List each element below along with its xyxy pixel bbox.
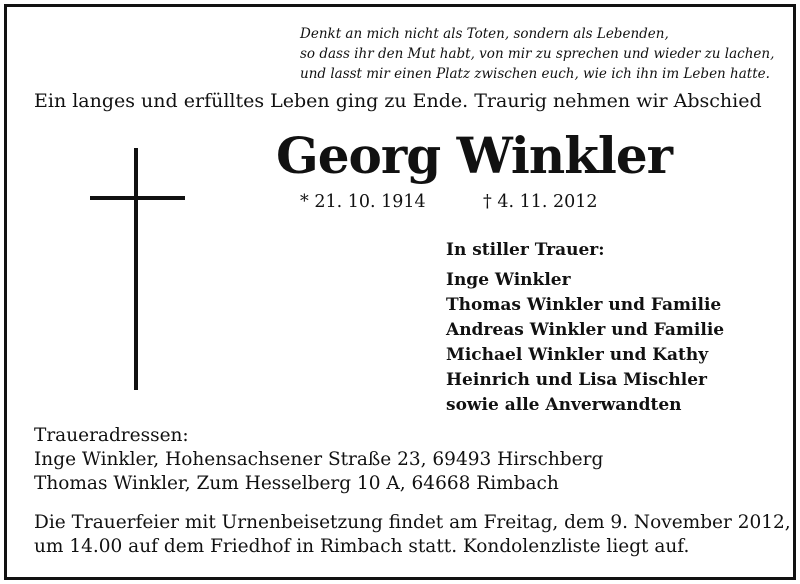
mourners-list	[446, 238, 724, 418]
poem-quote	[300, 24, 780, 84]
death-date: † 4. 11. 2012	[483, 192, 598, 212]
mourner-name: sowie alle Anverwandten	[446, 395, 682, 415]
intro-text: Ein langes und erfülltes Leben ging zu Ende. Traurig nehmen wir Abschied	[34, 90, 762, 112]
poem-line: Denkt an mich nicht als Toten, sondern als Lebenden,	[300, 26, 669, 42]
addresses-block	[34, 424, 603, 496]
cross-horizontal-bar	[90, 196, 185, 200]
deceased-name: Georg Winkler	[276, 126, 672, 185]
mourner-name: Andreas Winkler und Familie	[446, 320, 725, 340]
mourner-name: Heinrich und Lisa Mischler	[446, 370, 707, 390]
poem-line: und lasst mir einen Platz zwischen euch, wie ich ihn im Leben hatte.	[300, 66, 770, 82]
ceremony-line: Die Trauerfeier mit Urnenbeisetzung findet am Freitag, dem 9. November 2012,	[34, 512, 791, 533]
address-line: Thomas Winkler, Zum Hesselberg 10 A, 64668 Rimbach	[34, 473, 559, 494]
birth-date: * 21. 10. 1914	[300, 192, 426, 212]
mourner-name: Michael Winkler und Kathy	[446, 345, 709, 365]
cross-vertical-bar	[134, 148, 138, 390]
mourners-heading: In stiller Trauer:	[446, 240, 605, 260]
poem-line: so dass ihr den Mut habt, von mir zu sprechen und wieder zu lachen,	[300, 46, 775, 62]
ceremony-line: um 14.00 auf dem Friedhof in Rimbach statt. Kondolenzliste liegt auf.	[34, 536, 690, 557]
mourner-name: Thomas Winkler und Familie	[446, 295, 722, 315]
ceremony-notice	[34, 511, 791, 559]
address-line: Inge Winkler, Hohensachsener Straße 23, 69493 Hirschberg	[34, 449, 604, 470]
mourner-name: Inge Winkler	[446, 270, 571, 290]
addresses-heading: Traueradressen:	[34, 425, 189, 446]
